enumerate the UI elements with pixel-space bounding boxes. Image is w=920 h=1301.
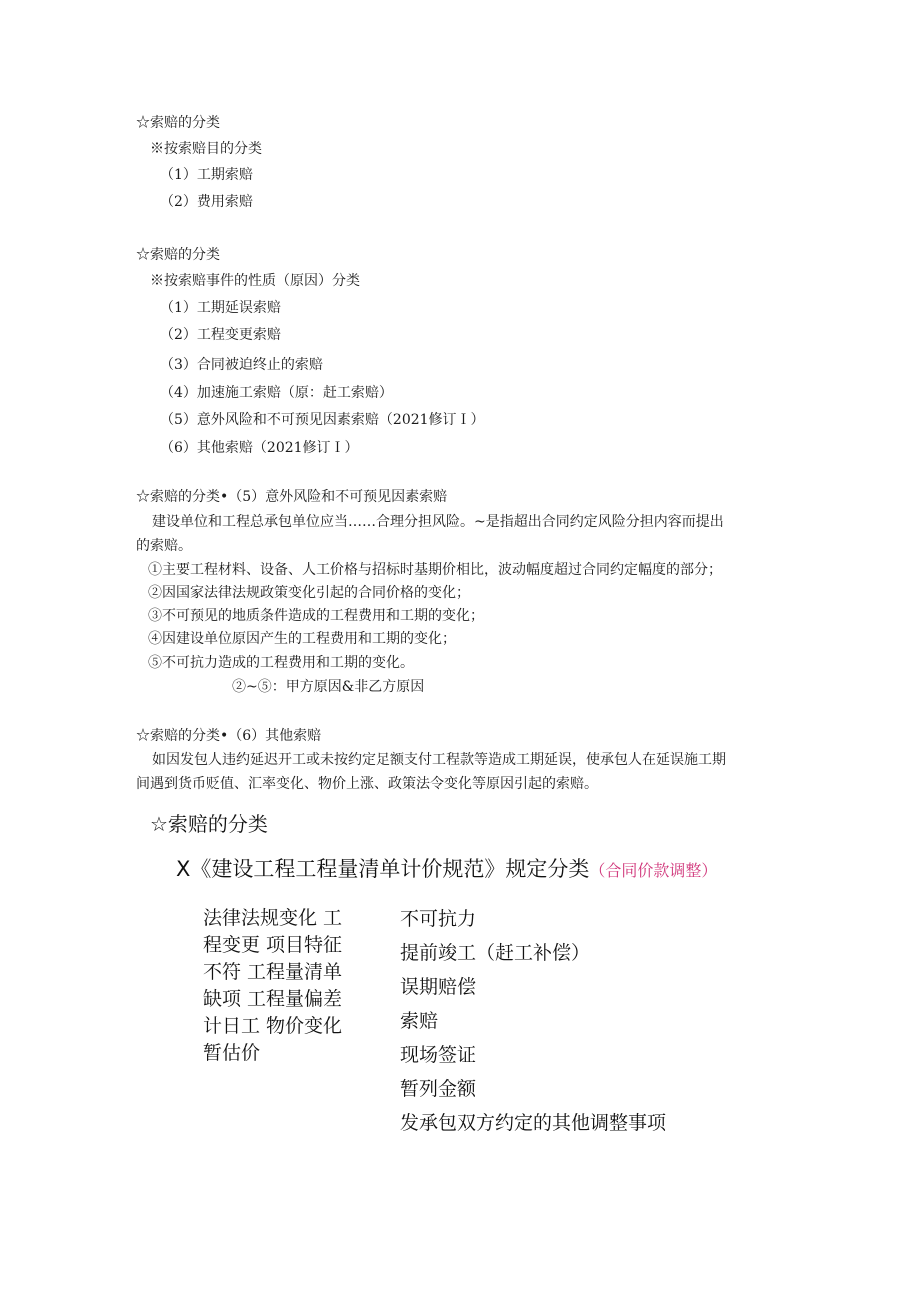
left-column-line: 计日工 物价变化 <box>203 1015 343 1037</box>
section1-item: （2）费用索赔 <box>160 194 253 210</box>
right-column-item: 误期赔偿 <box>400 976 477 998</box>
left-column-line: 程变更 项目特征 <box>203 934 343 956</box>
section3-list-item: ④因建设单位原因产生的工程费用和工期的变化； <box>148 631 456 647</box>
section3-list-item: ②因国家法律法规政策变化引起的合同价格的变化； <box>148 585 470 601</box>
left-column-line: 暂估价 <box>203 1042 261 1064</box>
section2-item: （2）工程变更索赔 <box>160 327 281 343</box>
section4-paragraph: 如因发包人违约延迟开工或未按约定足额支付工程款等造成工期延误，使承包人在延误施工期 <box>152 752 726 768</box>
section1-subtitle: ※按索赔目的分类 <box>150 141 262 157</box>
section3-paragraph-cont: 的索赔。 <box>136 538 192 554</box>
section2-item: （5）意外风险和不可预见因素索赔（2021修订Ｉ） <box>160 412 485 428</box>
left-column-line: 不符 工程量清单 <box>203 961 343 983</box>
section2-title: ☆索赔的分类 <box>136 247 220 263</box>
section1-item: （1）工期索赔 <box>160 167 253 183</box>
right-column-item: 发承包双方约定的其他调整事项 <box>400 1112 667 1134</box>
left-column-line: 法律法规变化 工 <box>203 907 343 929</box>
section2-item: （4）加速施工索赔（原：赶工索赔） <box>160 385 393 401</box>
left-column-line: 缺项 工程量偏差 <box>203 988 343 1010</box>
section3-list-item: ③不可预见的地质条件造成的工程费用和工期的变化； <box>148 608 484 624</box>
section2-subtitle: ※按索赔事件的性质（原因）分类 <box>150 273 360 289</box>
section3-paragraph: 建设单位和工程总承包单位应当……合理分担风险。~是指超出合同约定风险分担内容而提出 <box>152 514 724 530</box>
section3-list-item: ①主要工程材料、设备、人工价格与招标时基期价相比，波动幅度超过合同约定幅度的部分； <box>148 562 722 578</box>
section3-title: ☆索赔的分类•（5）意外风险和不可预见因素索赔 <box>136 489 448 505</box>
section2-item: （3）合同被迫终止的索赔 <box>160 357 323 373</box>
section5-subtitle-text: X《建设工程工程量清单计价规范》规定分类 <box>176 857 590 881</box>
section4-title: ☆索赔的分类•（6）其他索赔 <box>136 728 322 744</box>
right-column-item: 索赔 <box>400 1010 439 1032</box>
right-column-item: 提前竣工（赶工补偿） <box>400 942 591 964</box>
section3-note: ②~⑤：甲方原因&非乙方原因 <box>232 679 425 695</box>
section3-list-item: ⑤不可抗力造成的工程费用和工期的变化。 <box>148 655 414 671</box>
left-column <box>203 905 342 1067</box>
section1-title: ☆索赔的分类 <box>136 115 220 131</box>
section4-paragraph-cont: 间遇到货币贬值、汇率变化、物价上涨、政策法令变化等原因引起的索赔。 <box>136 776 598 792</box>
right-column-item: 不可抗力 <box>400 908 477 930</box>
right-column-item: 现场签证 <box>400 1044 477 1066</box>
section5-subtitle-note: （合同价款调整） <box>589 861 718 880</box>
right-column-item: 暂列金额 <box>400 1078 477 1100</box>
right-column <box>400 902 666 1140</box>
section2-item: （1）工期延误索赔 <box>160 300 281 316</box>
section2-item: （6）其他索赔（2021修订Ｉ） <box>160 440 359 456</box>
section5-title: ☆索赔的分类 <box>150 812 268 836</box>
section5-subtitle <box>176 856 717 884</box>
